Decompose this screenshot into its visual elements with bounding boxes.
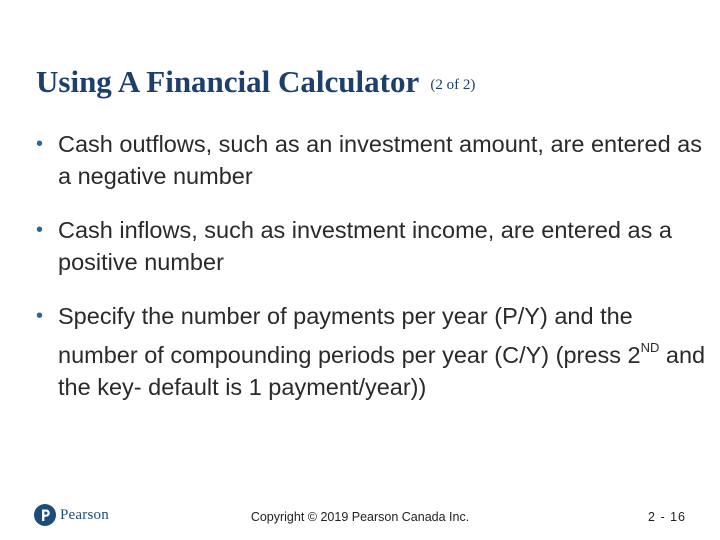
pearson-logo-text: Pearson bbox=[60, 506, 109, 523]
slide-title-text: Using A Financial Calculator bbox=[36, 64, 419, 99]
bullet-text: Cash inflows, such as investment income, are entered as a positive number bbox=[58, 217, 672, 275]
bullet-marker: • bbox=[36, 133, 44, 155]
bullet-marker: • bbox=[36, 219, 44, 241]
bullet-superscript: ND bbox=[640, 340, 660, 355]
bullet-item bbox=[36, 214, 706, 278]
bullet-marker: • bbox=[36, 305, 44, 327]
bullet-text-before: Specify the number of payments per year (P/Y) and the number of compounding periods per year (C/Y) (press 2 bbox=[58, 303, 641, 368]
bullet-item bbox=[36, 300, 706, 403]
copyright-text: Copyright © 2019 Pearson Canada Inc. bbox=[250, 510, 470, 524]
bullet-text-after: and the key- default is 1 payment/year)) bbox=[58, 342, 706, 400]
slide-footer bbox=[0, 500, 720, 534]
bullet-text: Cash outflows, such as an investment amount, are entered as a negative number bbox=[58, 131, 702, 189]
slide-title bbox=[36, 64, 475, 100]
copyright-notice bbox=[0, 510, 720, 524]
page-number: 2 - 16 bbox=[648, 510, 686, 524]
slide-title-suffix: (2 of 2) bbox=[430, 77, 476, 93]
bullet-item bbox=[36, 128, 706, 192]
bullet-list bbox=[36, 128, 706, 425]
